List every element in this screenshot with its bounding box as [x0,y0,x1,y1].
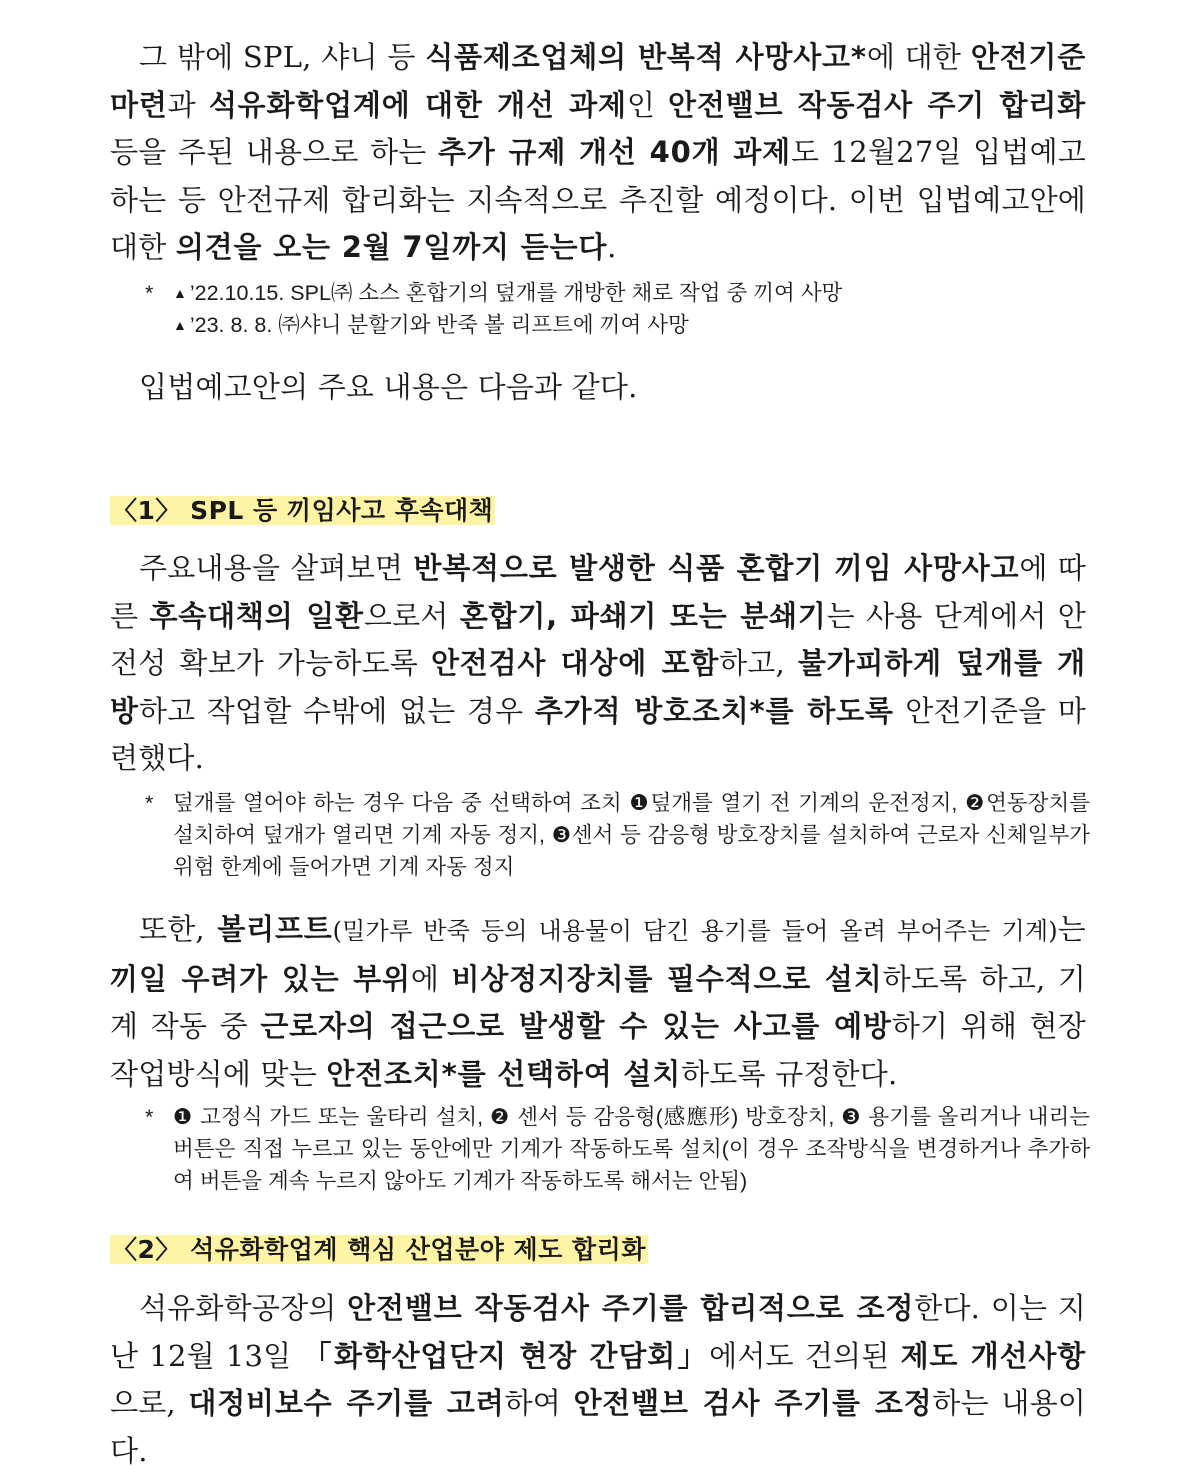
section1-note1 [145,787,1090,883]
text-run: 석유화학공장의 [139,1291,348,1325]
text-run: 으로, [110,1386,189,1420]
note1-text: 덮개를 열어야 하는 경우 다음 중 선택하여 조치 ❶덮개를 열기 전 기계의 운전정지, ❷연동장치를 설치하여 덮개가 열리면 기계 자동 정지, ❸센서 등 감응형 방호장치를 설치하여 근로자 신체일부가 위험 한계에 들어가면 기계 자동 정지 [173,791,1090,879]
bold-text-run: 대정비보수 주기를 고려 [188,1386,505,1420]
bold-text-run: 안전검사 대상에 포함 [430,646,720,680]
bold-text-run: 끼일 우려가 있는 부위 [110,961,411,996]
bold-text-run: 안전조치*를 선택하여 설치 [326,1056,682,1091]
text-run: 에서도 건의된 [709,1338,901,1373]
bold-text-run: 혼합기, 파쇄기 또는 분쇄기 [459,598,827,633]
bold-text-run: 식품제조업체의 반복적 사망사고* [425,40,867,74]
text-run: 하는 내용이다. [110,1386,1086,1468]
text-run: 하여 [504,1386,574,1420]
intro-paragraph [110,34,1086,272]
footnote-star: * [145,281,154,305]
text-run: 하기 위해 현장 작업방식에 맞는 [110,1009,1086,1091]
text-run: 한다. 이는 지난 12월 13일 [110,1291,1087,1373]
intro-footnote [145,277,1090,341]
section1-note2 [145,1101,1090,1197]
footnote-item [145,277,1090,309]
footnote-text: ’22.10.15. SPL㈜ 소스 혼합기의 덮개를 개방한 채로 작업 중 끼여 사망 [189,281,843,305]
footnote-star: * [145,791,154,815]
bold-text-run: 안전밸브 작동검사 주기 합리화 [668,87,1086,122]
text-run: 에 대한 [866,40,971,74]
text-run: 과 [167,87,209,122]
bold-text-run: 볼리프트 [217,912,333,946]
bold-text-run: 추가 규제 개선 40개 과제 [437,135,791,169]
bold-text-run: 의견을 오는 2월 7일까지 듣는다 [175,230,608,264]
text-run: 하고 작업할 수밖에 없는 경우 [138,693,535,728]
text-run: 으로서 [363,598,460,633]
bold-text-run: 추가적 방호조치*를 하도록 [534,693,894,728]
text-run: 에 따른 [110,551,1086,633]
text-run: 등을 주된 내용으로 하는 [110,135,438,169]
text-run: 하도록 하고, 기계 작동 중 [110,961,1086,1043]
lead-in-paragraph [110,364,1086,412]
triangle-marker-icon: ▲ [173,285,187,301]
triangle-marker-icon: ▲ [173,317,187,333]
section1-heading-text: 〈1〉 SPL 등 끼임사고 후속대책 [112,496,494,525]
text-run: 에 [410,961,452,996]
bold-text-run: 안전기준 마련 [110,40,1087,122]
footnote-text: ’23. 8. 8. ㈜샤니 분할기와 반죽 볼 리프트에 끼여 사망 [189,313,689,337]
text-run: 주요내용을 살펴보면 [139,551,414,585]
text-run: 도 12월27일 입법예고하는 등 안전규제 합리화는 지속적으로 추진할 예정이다. 이번 입법예고안에 대한 [110,135,1086,264]
bold-text-run: 불가피하게 덮개를 개방 [110,646,1086,728]
lead-in-text: 입법예고안의 주요 내용은 다음과 같다. [139,370,638,404]
bold-text-run: 반복적으로 발생한 식품 혼합기 끼임 사망사고 [413,551,1020,585]
section1-heading [110,491,495,531]
footnote-item [145,309,1090,341]
text-run: 하고, [719,646,798,680]
section1-paragraph2 [110,906,1086,1098]
bold-text-run: 비상정지장치를 필수적으로 설치 [451,961,883,996]
text-run: 는 [1057,912,1087,946]
text-run: 안전기준을 마련했다. [110,693,1086,775]
text-run: 인 [626,87,669,122]
text-run: (밀가루 반죽 등의 내용물이 담긴 용기를 들어 올려 부어주는 기계) [332,917,1058,945]
footnote-star: * [145,1105,154,1129]
section2-heading-text: 〈2〉 석유화학업계 핵심 산업분야 제도 합리화 [112,1235,646,1264]
bold-text-run: 후속대책의 일환 [149,598,364,633]
text-run: . [607,230,617,264]
note2-text: ❶ 고정식 가드 또는 울타리 설치, ❷ 센서 등 감응형(感應形) 방호장치, ❸ 용기를 올리거나 내리는 버튼은 직접 누르고 있는 동안에만 기계가 작동하도록 설치(이 경우 조작방식을 변경하거나 추가하여 버튼을 계속 누르지 않아도 기계가 작동하도록 해서는 안됨) [173,1105,1090,1193]
text-run: 그 밖에 SPL, 샤니 등 [139,40,426,74]
bold-text-run: 근로자의 접근으로 발생할 수 있는 사고를 예방 [260,1009,892,1043]
bold-text-run: 「화학산업단지 현장 간담회」 [302,1338,710,1373]
text-run: 는 사용 단계에서 안전성 확보가 가능하도록 [110,598,1087,680]
section2-paragraph [110,1285,1086,1475]
text-run: 또한, [139,912,218,946]
bold-text-run: 안전밸브 작동검사 주기를 합리적으로 조정 [347,1291,915,1325]
text-run: 하도록 규정한다. [681,1056,898,1091]
bold-text-run: 제도 개선사항 [900,1338,1087,1373]
bold-text-run: 안전밸브 검사 주기를 조정 [573,1386,933,1420]
section1-paragraph1 [110,545,1086,783]
bold-text-run: 석유화학업계에 대한 개선 과제 [208,87,627,122]
section2-heading [110,1230,648,1270]
